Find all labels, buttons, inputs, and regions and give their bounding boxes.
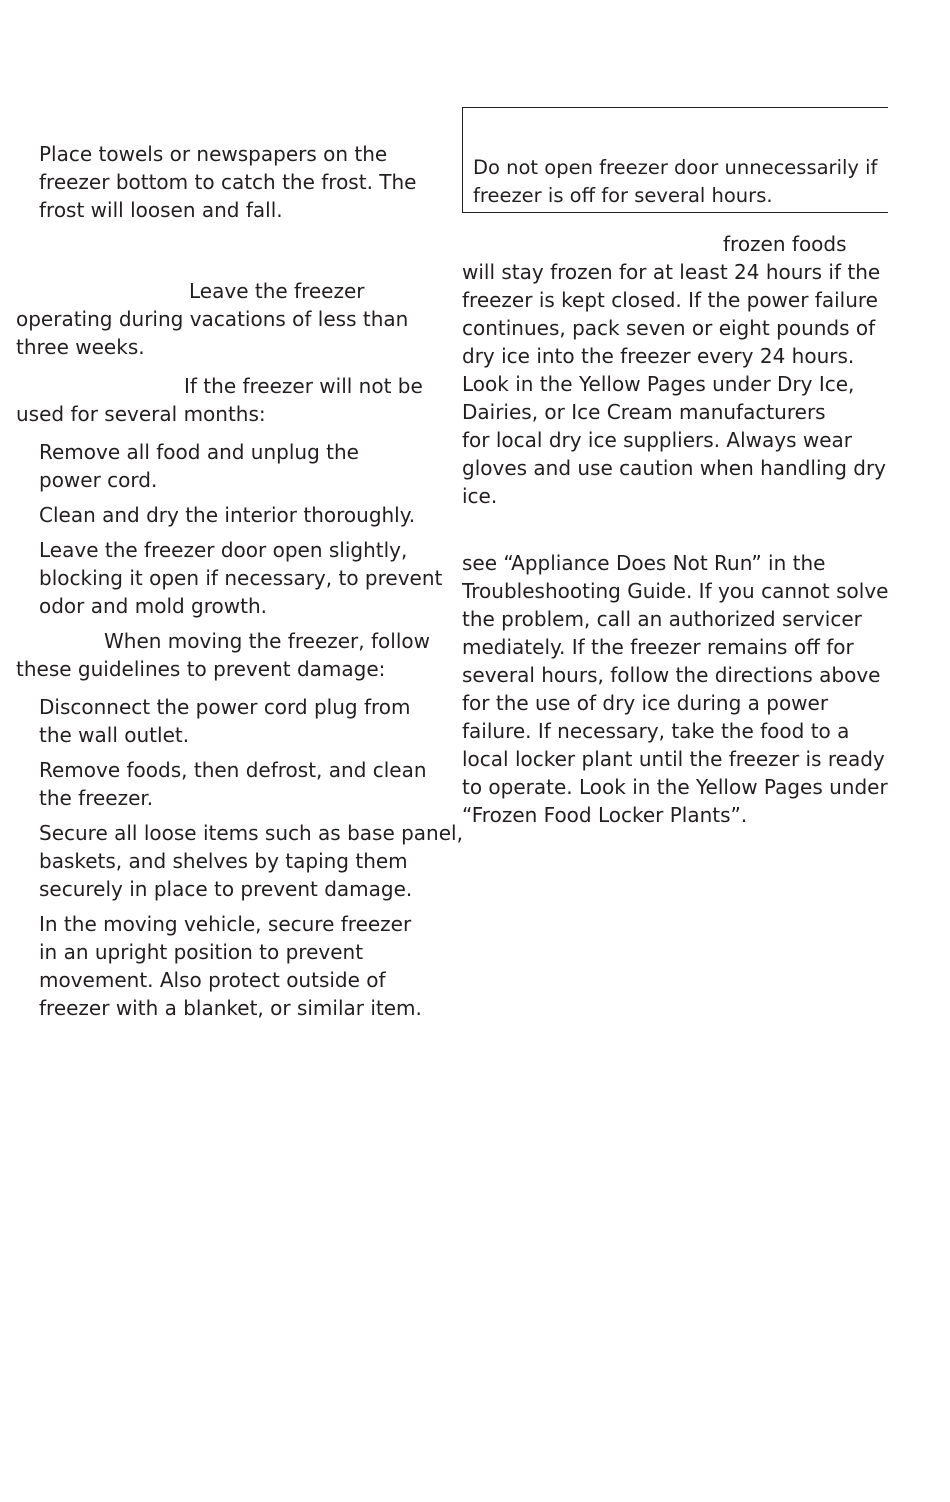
text-line: mediately. If the freezer remains off for [462, 635, 854, 659]
list-item [16, 910, 442, 1022]
text-line: for local dry ice suppliers. Always wear [462, 428, 853, 452]
text-line: in an upright position to prevent [39, 940, 364, 964]
list-item [16, 536, 442, 620]
text-line: freezer bottom to catch the frost. The [39, 170, 417, 194]
list-item [16, 693, 442, 749]
text-line: freezer is off for several hours. [473, 184, 773, 207]
text-line: continues, pack seven or eight pounds of [462, 316, 876, 340]
vacation-paragraph [16, 277, 442, 361]
text-line: When moving the freezer, follow [104, 629, 430, 653]
text-line: Troubleshooting Guide. If you cannot solve [462, 579, 889, 603]
text-line: three weeks. [16, 335, 145, 359]
defrost-bullet [16, 140, 442, 224]
text-line: odor and mold growth. [39, 594, 268, 618]
text-line: Remove all food and unplug the [39, 440, 359, 464]
text-line: the freezer. [39, 786, 154, 810]
text-line: frozen foods [723, 232, 847, 256]
text-line: movement. Also protect outside of [39, 968, 386, 992]
moving-list [16, 693, 463, 1022]
note-box [462, 107, 888, 213]
text-line: Leave the freezer door open slightly, [39, 538, 408, 562]
text-line: “Frozen Food Locker Plants”. [462, 803, 748, 827]
long-term-list [16, 438, 442, 620]
text-line: Clean and dry the interior thoroughly. [39, 503, 416, 527]
list-item [16, 819, 463, 903]
text-line: securely in place to prevent damage. [39, 877, 413, 901]
power-failure-paragraph [462, 230, 892, 510]
text-line: Secure all loose items such as base panel, [39, 821, 463, 845]
text-line: several hours, follow the directions above [462, 663, 881, 687]
text-line: Remove foods, then defrost, and clean [39, 758, 427, 782]
text-line: the problem, call an authorized servicer [462, 607, 862, 631]
text-line: Disconnect the power cord plug from [39, 695, 411, 719]
text-line: Dairies, or Ice Cream manufacturers [462, 400, 826, 424]
text-line: gloves and use caution when handling dry [462, 456, 887, 480]
text-line: see “Appliance Does Not Run” in the [462, 551, 826, 575]
text-line: dry ice into the freezer every 24 hours. [462, 344, 855, 368]
text-line: baskets, and shelves by taping them [39, 849, 408, 873]
text-line: local locker plant until the freezer is ready [462, 747, 885, 771]
moving-paragraph [16, 627, 442, 683]
long-term-paragraph [16, 372, 442, 428]
text-line: Leave the freezer [189, 279, 365, 303]
list-item [16, 438, 442, 494]
text-line: Do not open freezer door unnecessarily if [473, 156, 878, 179]
text-line: Place towels or newspapers on the [39, 142, 388, 166]
list-item [16, 756, 442, 812]
text-line: blocking it open if necessary, to prevent [39, 566, 443, 590]
text-line: Look in the Yellow Pages under Dry Ice, [462, 372, 855, 396]
text-line: frost will loosen and fall. [39, 198, 283, 222]
text-line: freezer with a blanket, or similar item. [39, 996, 422, 1020]
text-line: If the freezer will not be [184, 374, 423, 398]
right-column [462, 107, 892, 829]
text-line: for the use of dry ice during a power [462, 691, 829, 715]
text-line: power cord. [39, 468, 158, 492]
text-line: freezer is kept closed. If the power failure [462, 288, 878, 312]
text-line: In the moving vehicle, secure freezer [39, 912, 412, 936]
text-line: will stay frozen for at least 24 hours if the [462, 260, 881, 284]
text-line: ice. [462, 484, 498, 508]
text-line: these guidelines to prevent damage: [16, 657, 386, 681]
text-line: the wall outlet. [39, 723, 190, 747]
text-line: failure. If necessary, take the food to a [462, 719, 850, 743]
text-line: to operate. Look in the Yellow Pages under [462, 775, 888, 799]
freezer-failure-paragraph [462, 549, 892, 829]
text-line: operating during vacations of less than [16, 307, 409, 331]
text-line: used for several months: [16, 402, 266, 426]
list-item [16, 501, 442, 529]
left-column [16, 140, 463, 1029]
